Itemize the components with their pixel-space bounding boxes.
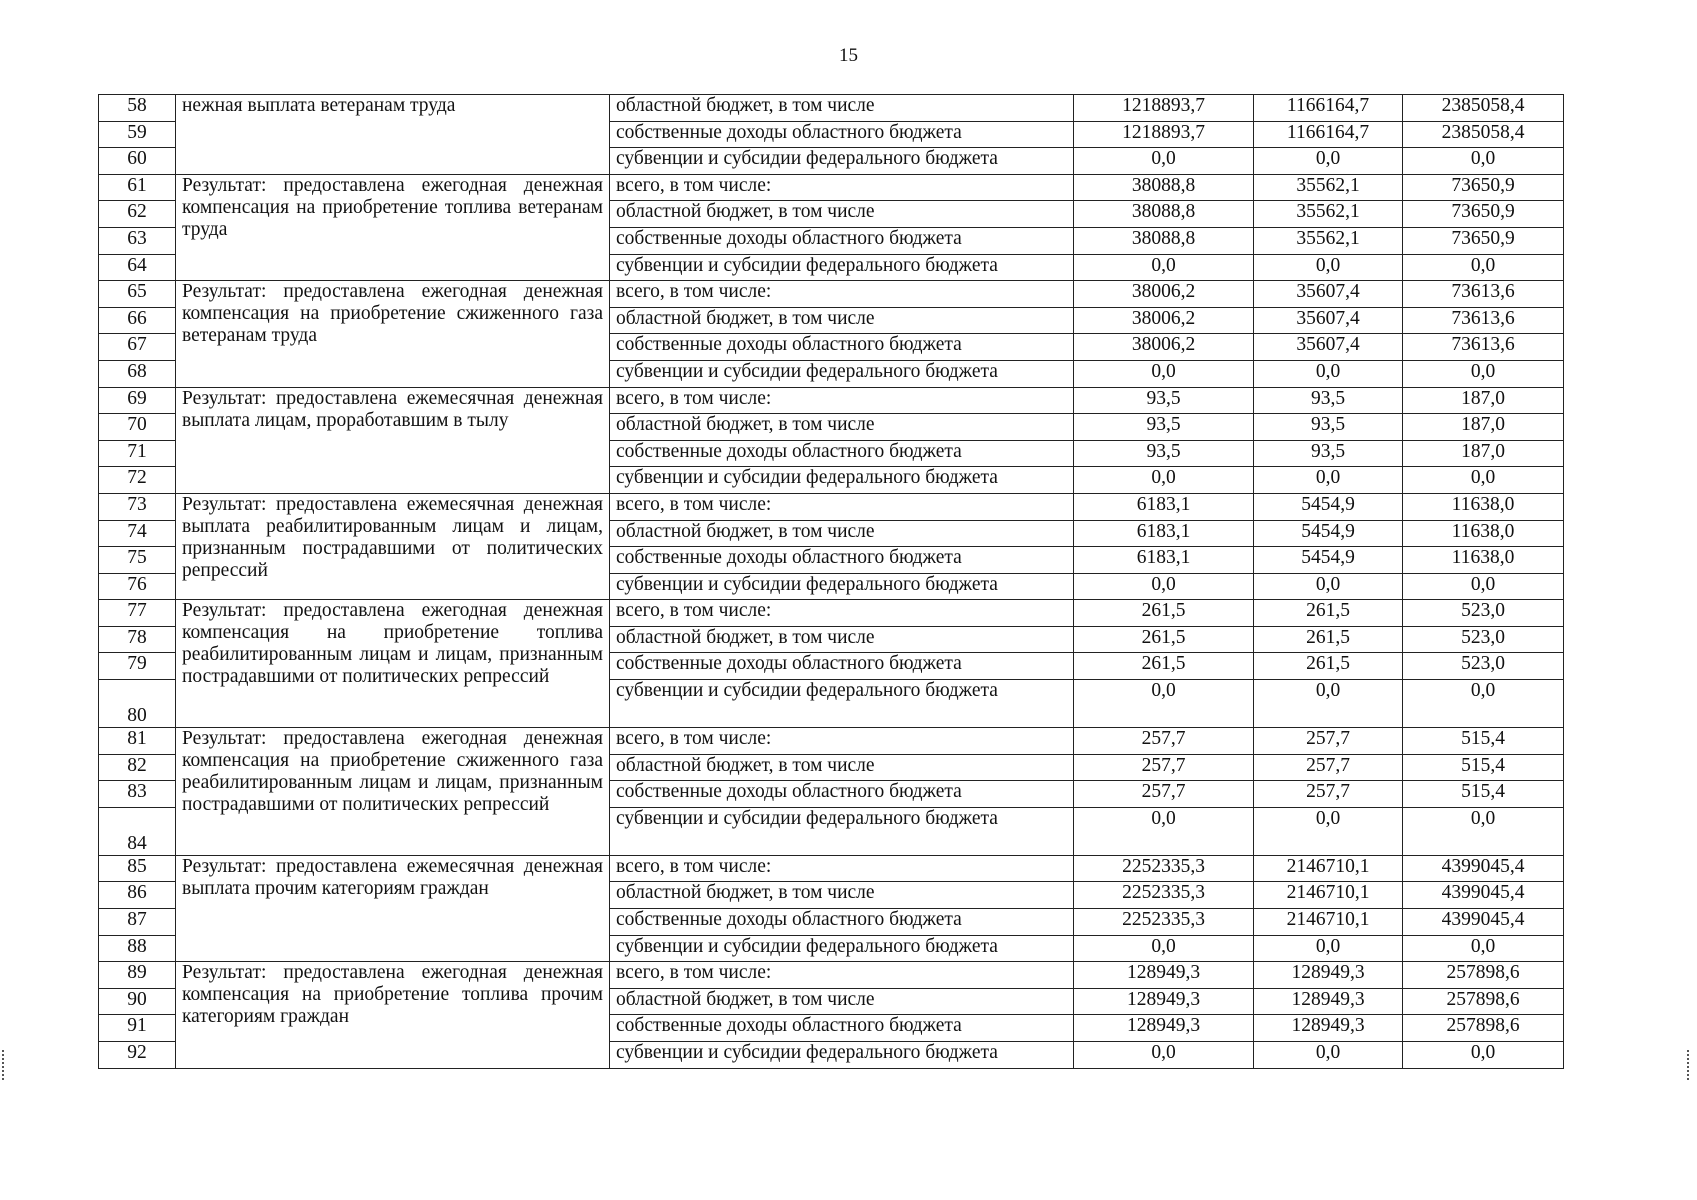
row-number: 74 xyxy=(99,520,176,547)
amount-year-1: 257,7 xyxy=(1074,728,1254,755)
amount-year-2: 0,0 xyxy=(1254,1042,1403,1069)
table-row xyxy=(99,855,1564,882)
amount-year-2: 0,0 xyxy=(1254,254,1403,281)
funding-source: собственные доходы областного бюджета xyxy=(610,547,1074,574)
amount-year-3: 523,0 xyxy=(1403,626,1564,653)
amount-year-1: 6183,1 xyxy=(1074,520,1254,547)
funding-source: собственные доходы областного бюджета xyxy=(610,1015,1074,1042)
page-number: 15 xyxy=(839,45,858,66)
amount-year-2: 128949,3 xyxy=(1254,1015,1403,1042)
amount-year-2: 257,7 xyxy=(1254,754,1403,781)
amount-year-3: 0,0 xyxy=(1403,254,1564,281)
row-number: 65 xyxy=(99,281,176,308)
funding-source: областной бюджет, в том числе xyxy=(610,414,1074,441)
amount-year-2: 257,7 xyxy=(1254,728,1403,755)
amount-year-1: 2252335,3 xyxy=(1074,909,1254,936)
amount-year-1: 0,0 xyxy=(1074,680,1254,728)
row-number: 71 xyxy=(99,440,176,467)
amount-year-1: 0,0 xyxy=(1074,148,1254,175)
amount-year-1: 38006,2 xyxy=(1074,334,1254,361)
funding-source: всего, в том числе: xyxy=(610,962,1074,989)
amount-year-3: 187,0 xyxy=(1403,387,1564,414)
amount-year-1: 0,0 xyxy=(1074,935,1254,962)
amount-year-3: 73613,6 xyxy=(1403,334,1564,361)
amount-year-2: 93,5 xyxy=(1254,440,1403,467)
amount-year-3: 11638,0 xyxy=(1403,520,1564,547)
amount-year-1: 93,5 xyxy=(1074,387,1254,414)
funding-source: субвенции и субсидии федерального бюджета xyxy=(610,360,1074,387)
budget-table xyxy=(98,94,1564,1069)
amount-year-3: 0,0 xyxy=(1403,148,1564,175)
funding-source: всего, в том числе: xyxy=(610,174,1074,201)
amount-year-2: 2146710,1 xyxy=(1254,909,1403,936)
row-number: 61 xyxy=(99,174,176,201)
row-number: 86 xyxy=(99,882,176,909)
amount-year-1: 38088,8 xyxy=(1074,227,1254,254)
table-row xyxy=(99,600,1564,627)
amount-year-1: 0,0 xyxy=(1074,467,1254,494)
amount-year-3: 11638,0 xyxy=(1403,547,1564,574)
amount-year-3: 257898,6 xyxy=(1403,988,1564,1015)
amount-year-2: 35607,4 xyxy=(1254,281,1403,308)
funding-source: областной бюджет, в том числе xyxy=(610,95,1074,122)
amount-year-2: 5454,9 xyxy=(1254,547,1403,574)
funding-source: собственные доходы областного бюджета xyxy=(610,909,1074,936)
amount-year-1: 257,7 xyxy=(1074,754,1254,781)
funding-source: областной бюджет, в том числе xyxy=(610,520,1074,547)
amount-year-3: 0,0 xyxy=(1403,573,1564,600)
amount-year-3: 0,0 xyxy=(1403,1042,1564,1069)
amount-year-2: 0,0 xyxy=(1254,935,1403,962)
amount-year-3: 187,0 xyxy=(1403,440,1564,467)
amount-year-1: 1218893,7 xyxy=(1074,121,1254,148)
funding-source: собственные доходы областного бюджета xyxy=(610,653,1074,680)
amount-year-3: 73613,6 xyxy=(1403,281,1564,308)
amount-year-2: 261,5 xyxy=(1254,653,1403,680)
row-number: 87 xyxy=(99,909,176,936)
row-number: 60 xyxy=(99,148,176,175)
result-description: Результат: предоставлена ежемесячная денежная выплата реабилитированным лицам и лицам, признанным пострадавшими от политических репрессий xyxy=(176,493,610,599)
amount-year-3: 73613,6 xyxy=(1403,307,1564,334)
row-number: 70 xyxy=(99,414,176,441)
row-number: 85 xyxy=(99,855,176,882)
row-number: 88 xyxy=(99,935,176,962)
funding-source: областной бюджет, в том числе xyxy=(610,626,1074,653)
amount-year-1: 38088,8 xyxy=(1074,174,1254,201)
funding-source: собственные доходы областного бюджета xyxy=(610,227,1074,254)
amount-year-2: 35562,1 xyxy=(1254,227,1403,254)
row-number: 69 xyxy=(99,387,176,414)
amount-year-2: 35562,1 xyxy=(1254,201,1403,228)
row-number: 79 xyxy=(99,653,176,680)
amount-year-1: 2252335,3 xyxy=(1074,855,1254,882)
row-number: 82 xyxy=(99,754,176,781)
amount-year-1: 6183,1 xyxy=(1074,493,1254,520)
amount-year-2: 0,0 xyxy=(1254,573,1403,600)
amount-year-3: 0,0 xyxy=(1403,680,1564,728)
amount-year-3: 73650,9 xyxy=(1403,227,1564,254)
row-number: 89 xyxy=(99,962,176,989)
row-number: 64 xyxy=(99,254,176,281)
funding-source: всего, в том числе: xyxy=(610,281,1074,308)
funding-source: субвенции и субсидии федерального бюджета xyxy=(610,467,1074,494)
amount-year-3: 515,4 xyxy=(1403,754,1564,781)
funding-source: всего, в том числе: xyxy=(610,728,1074,755)
amount-year-2: 0,0 xyxy=(1254,680,1403,728)
amount-year-1: 2252335,3 xyxy=(1074,882,1254,909)
amount-year-2: 1166164,7 xyxy=(1254,121,1403,148)
amount-year-3: 0,0 xyxy=(1403,467,1564,494)
funding-source: субвенции и субсидии федерального бюджета xyxy=(610,573,1074,600)
amount-year-2: 261,5 xyxy=(1254,626,1403,653)
funding-source: субвенции и субсидии федерального бюджета xyxy=(610,807,1074,855)
amount-year-2: 35607,4 xyxy=(1254,334,1403,361)
amount-year-1: 93,5 xyxy=(1074,414,1254,441)
row-number: 92 xyxy=(99,1042,176,1069)
row-number: 66 xyxy=(99,307,176,334)
amount-year-3: 4399045,4 xyxy=(1403,909,1564,936)
amount-year-2: 0,0 xyxy=(1254,807,1403,855)
amount-year-1: 93,5 xyxy=(1074,440,1254,467)
amount-year-1: 6183,1 xyxy=(1074,547,1254,574)
amount-year-3: 2385058,4 xyxy=(1403,121,1564,148)
amount-year-3: 4399045,4 xyxy=(1403,882,1564,909)
amount-year-2: 5454,9 xyxy=(1254,493,1403,520)
amount-year-1: 128949,3 xyxy=(1074,988,1254,1015)
result-description: Результат: предоставлена ежегодная денежная компенсация на приобретение топлива ветеранам труда xyxy=(176,174,610,280)
funding-source: собственные доходы областного бюджета xyxy=(610,121,1074,148)
result-description: Результат: предоставлена ежегодная денежная компенсация на приобретение сжиженного газа ветеранам труда xyxy=(176,281,610,387)
row-number: 62 xyxy=(99,201,176,228)
amount-year-2: 5454,9 xyxy=(1254,520,1403,547)
funding-source: собственные доходы областного бюджета xyxy=(610,440,1074,467)
amount-year-1: 0,0 xyxy=(1074,1042,1254,1069)
amount-year-3: 257898,6 xyxy=(1403,1015,1564,1042)
amount-year-2: 128949,3 xyxy=(1254,988,1403,1015)
funding-source: областной бюджет, в том числе xyxy=(610,882,1074,909)
amount-year-3: 0,0 xyxy=(1403,807,1564,855)
funding-source: субвенции и субсидии федерального бюджета xyxy=(610,148,1074,175)
result-description: Результат: предоставлена ежегодная денежная компенсация на приобретение топлива реабилитированным лицам и лицам, признанным пострадавшими от политических репрессий xyxy=(176,600,610,728)
funding-source: субвенции и субсидии федерального бюджета xyxy=(610,1042,1074,1069)
amount-year-1: 0,0 xyxy=(1074,254,1254,281)
amount-year-2: 0,0 xyxy=(1254,360,1403,387)
amount-year-3: 0,0 xyxy=(1403,360,1564,387)
row-number: 77 xyxy=(99,600,176,627)
row-number: 68 xyxy=(99,360,176,387)
table-row xyxy=(99,281,1564,308)
amount-year-3: 515,4 xyxy=(1403,728,1564,755)
funding-source: всего, в том числе: xyxy=(610,493,1074,520)
amount-year-3: 515,4 xyxy=(1403,781,1564,808)
amount-year-1: 0,0 xyxy=(1074,360,1254,387)
row-number: 59 xyxy=(99,121,176,148)
table-row xyxy=(99,493,1564,520)
funding-source: всего, в том числе: xyxy=(610,855,1074,882)
table-row xyxy=(99,174,1564,201)
result-description: Результат: предоставлена ежемесячная денежная выплата прочим категориям граждан xyxy=(176,855,610,961)
amount-year-3: 523,0 xyxy=(1403,653,1564,680)
amount-year-3: 2385058,4 xyxy=(1403,95,1564,122)
table-row xyxy=(99,95,1564,122)
table-row xyxy=(99,387,1564,414)
amount-year-2: 128949,3 xyxy=(1254,962,1403,989)
row-number: 81 xyxy=(99,728,176,755)
row-number: 84 xyxy=(99,807,176,855)
edge-scan-mark xyxy=(2,1050,6,1080)
funding-source: собственные доходы областного бюджета xyxy=(610,781,1074,808)
amount-year-2: 0,0 xyxy=(1254,148,1403,175)
amount-year-3: 73650,9 xyxy=(1403,174,1564,201)
amount-year-3: 523,0 xyxy=(1403,600,1564,627)
amount-year-3: 73650,9 xyxy=(1403,201,1564,228)
funding-source: всего, в том числе: xyxy=(610,600,1074,627)
result-description: Результат: предоставлена ежемесячная денежная выплата лицам, проработавшим в тылу xyxy=(176,387,610,493)
table-row xyxy=(99,728,1564,755)
funding-source: субвенции и субсидии федерального бюджета xyxy=(610,935,1074,962)
funding-source: областной бюджет, в том числе xyxy=(610,754,1074,781)
row-number: 76 xyxy=(99,573,176,600)
row-number: 78 xyxy=(99,626,176,653)
amount-year-2: 257,7 xyxy=(1254,781,1403,808)
funding-source: субвенции и субсидии федерального бюджета xyxy=(610,254,1074,281)
row-number: 90 xyxy=(99,988,176,1015)
amount-year-3: 187,0 xyxy=(1403,414,1564,441)
edge-scan-mark xyxy=(1687,1050,1691,1080)
amount-year-1: 261,5 xyxy=(1074,626,1254,653)
row-number: 73 xyxy=(99,493,176,520)
amount-year-1: 0,0 xyxy=(1074,573,1254,600)
budget-table-body xyxy=(99,95,1564,1069)
amount-year-2: 93,5 xyxy=(1254,414,1403,441)
funding-source: областной бюджет, в том числе xyxy=(610,988,1074,1015)
amount-year-1: 0,0 xyxy=(1074,807,1254,855)
row-number: 75 xyxy=(99,547,176,574)
amount-year-2: 2146710,1 xyxy=(1254,882,1403,909)
amount-year-1: 261,5 xyxy=(1074,653,1254,680)
amount-year-1: 128949,3 xyxy=(1074,962,1254,989)
funding-source: субвенции и субсидии федерального бюджета xyxy=(610,680,1074,728)
funding-source: областной бюджет, в том числе xyxy=(610,201,1074,228)
amount-year-1: 38006,2 xyxy=(1074,281,1254,308)
row-number: 63 xyxy=(99,227,176,254)
amount-year-3: 0,0 xyxy=(1403,935,1564,962)
amount-year-2: 35607,4 xyxy=(1254,307,1403,334)
row-number: 67 xyxy=(99,334,176,361)
funding-source: областной бюджет, в том числе xyxy=(610,307,1074,334)
amount-year-2: 93,5 xyxy=(1254,387,1403,414)
amount-year-2: 2146710,1 xyxy=(1254,855,1403,882)
amount-year-1: 1218893,7 xyxy=(1074,95,1254,122)
row-number: 72 xyxy=(99,467,176,494)
result-description: нежная выплата ветеранам труда xyxy=(176,95,610,175)
row-number: 83 xyxy=(99,781,176,808)
amount-year-1: 128949,3 xyxy=(1074,1015,1254,1042)
amount-year-1: 38088,8 xyxy=(1074,201,1254,228)
result-description: Результат: предоставлена ежегодная денежная компенсация на приобретение сжиженного газа реабилитированным лицам и лицам, признанным пострадавшими от политических репрессий xyxy=(176,728,610,856)
amount-year-1: 261,5 xyxy=(1074,600,1254,627)
amount-year-1: 257,7 xyxy=(1074,781,1254,808)
amount-year-1: 38006,2 xyxy=(1074,307,1254,334)
funding-source: всего, в том числе: xyxy=(610,387,1074,414)
amount-year-2: 35562,1 xyxy=(1254,174,1403,201)
table-row xyxy=(99,962,1564,989)
funding-source: собственные доходы областного бюджета xyxy=(610,334,1074,361)
row-number: 91 xyxy=(99,1015,176,1042)
amount-year-2: 261,5 xyxy=(1254,600,1403,627)
amount-year-2: 0,0 xyxy=(1254,467,1403,494)
amount-year-3: 4399045,4 xyxy=(1403,855,1564,882)
amount-year-3: 257898,6 xyxy=(1403,962,1564,989)
row-number: 80 xyxy=(99,680,176,728)
amount-year-2: 1166164,7 xyxy=(1254,95,1403,122)
row-number: 58 xyxy=(99,95,176,122)
result-description: Результат: предоставлена ежегодная денежная компенсация на приобретение топлива прочим категориям граждан xyxy=(176,962,610,1068)
amount-year-3: 11638,0 xyxy=(1403,493,1564,520)
